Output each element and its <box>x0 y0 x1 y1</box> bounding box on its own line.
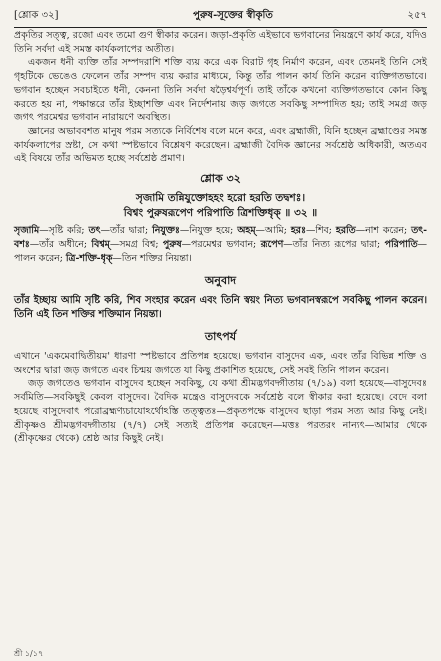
verse-reference: [শ্লোক ৩২] <box>14 10 59 21</box>
synonym-term: অহম্ <box>237 225 256 237</box>
synonym-term: সৃজামি <box>14 225 40 237</box>
page-number: ২৫৭ <box>407 10 427 21</box>
synonym-term: হরতি <box>335 225 356 237</box>
synonym-meaning: —সৃষ্টি করি; <box>39 225 89 237</box>
synonym-term: বিশ্বম্ <box>91 239 110 251</box>
synonym-term: নিযুক্তঃ <box>152 225 180 237</box>
synonym-term: তৎ <box>88 225 101 237</box>
synonym-term: পুরুষ <box>162 239 182 251</box>
synonym-meaning: —নিযুক্ত হয়ে; <box>179 225 238 237</box>
word-meanings <box>14 224 427 266</box>
verse-line: বিশ্বং পুরুষরূপেণ পরিপাতি ত্রিশক্তিধৃক্ ॥ ৩২ ॥ <box>123 207 318 220</box>
synonym-meaning: —তিন শক্তির নিয়ন্তা। <box>112 253 192 265</box>
synonym-meaning: —নাশ করেন; <box>355 225 412 237</box>
synonym-term: ত্রি-শক্তি-ধৃক্ <box>65 253 113 265</box>
verse-heading: শ্লোক ৩২ <box>200 172 241 186</box>
paragraph: একজন ধনী ব্যক্তি তাঁর সম্পদরাশি শক্তি ব্যয় করে এক বিরাট গৃহ নির্মাণ করেন, এবং তেমনই তিনি সেই গৃহটিকে ভেঙেও ফেলেন তাঁর সম্পদ ব্যয় করার মাধ্যমে, কিন্তু তাঁর পালন কার্য তিনি করেন ব্যক্তিগতভাবে। ভগবান হচ্ছেন সবচাইতে ধনী, কেননা তিনি সর্বদা ষড়ৈশ্বর্যপূর্ণ। তাই তাঁকে কখনো ব্যক্তিগতভাবে কোন কিছু করতে হয় না, পক্ষান্তরে তাঁর ইচ্ছাশক্তি এবং নির্দেশনায় জড় জগতে সবকিছু সম্পাদিত হয়; তাই সমগ্র জড় জগৎ পরমেশ্বর ভগবান নারায়ণে অবস্থিত। <box>14 57 427 124</box>
synonym-term: হরঃ <box>290 225 306 237</box>
synonym-meaning: —পরমেশ্বর ভগবান; <box>181 239 261 251</box>
synonym-meaning: —পালন করেন; <box>14 239 427 265</box>
intro-text <box>14 29 427 166</box>
verse-line: সৃজামি তন্নিযুক্তোহহং হরো হরতি তদ্বশঃ। <box>135 192 306 205</box>
purport-paragraph: এখানে 'একমেবাদ্বিতীয়ম' ধারণা স্পষ্টভাবে প্রতিপন্ন হয়েছে। ভগবান বাসুদেব এক, এবং তাঁর বিভিন্ন শক্তি ও অংশের দ্বারা জড় জগতে এবং চিন্ময় জগতে যা কিছু প্রকাশিত হয়েছে, সেই সবই তিনি পালন করেন। <box>14 351 427 376</box>
translation-heading: অনুবাদ <box>204 274 237 288</box>
chapter-title: পুরুষ-সূক্তের স্বীকৃতি <box>193 10 273 21</box>
translation-text: তাঁর ইচ্ছায় আমি সৃষ্টি করি, শিব সংহার করেন এবং তিনি স্বয়ং নিত্য ভগবানস্বরূপে সবকিছু পালন করেন। তিনি এই তিন শক্তির শক্তিমান নিয়ন্তা। <box>14 295 427 321</box>
synonym-meaning: —সমগ্র বিশ্ব; <box>109 239 163 251</box>
paragraph: জ্ঞানের অভাববশত মানুষ পরম সত্যকে নির্বিশেষ বলে মনে করে, এবং ব্রহ্মাজী, যিনি হচ্ছেন ব্রহ্মাণ্ডের সমস্ত কার্যকলাপের স্রষ্টা, সে কথা স্পষ্টভাবে বিশ্লেষণ করেছেন। ব্রহ্মাজী বৈদিক জ্ঞানের সর্বশ্রেষ্ঠ অধিকারী, অতএব এই বিষয়ে তাঁর অভিমত হচ্ছে সর্বশ্রেষ্ঠ প্রমাণ। <box>14 125 427 165</box>
page-footer: শ্রী ১/১৭ <box>14 649 44 658</box>
running-header <box>14 8 427 28</box>
synonym-term: রূপেণ <box>260 239 284 251</box>
synonym-meaning: —আমি; <box>255 225 291 237</box>
synonym-term: তৎ-বশঃ <box>14 225 428 251</box>
synonym-meaning: —শিব; <box>305 225 336 237</box>
purport-paragraph: জড় জগতেও ভগবান বাসুদেব হচ্ছেন সবকিছু, যে কথা শ্রীমদ্ভগবদ্গীতায় (৭/১৯) বলা হয়েছে—বাসুদেবঃ সর্বমিতি—সবকিছুই কেবল বাসুদেব। বৈদিক মন্ত্রেও বাসুদেবকে সর্বশ্রেষ্ঠ বলে স্বীকার করা হয়েছে। বেদে বলা হয়েছে বাসুদেবাৎ পরোব্রহ্মণ্যচাযোঽর্থোঽস্তি তত্ত্বতঃ—প্রকৃতপক্ষে বাসুদেব ছাড়া পরম সত্য আর কিছু নেই। শ্রীকৃষ্ণও শ্রীমদ্ভগবদ্গীতায় (৭/৭) সেই সত্যই প্রতিপন্ন করেছেন—মত্তঃ পরতরং নান্যৎ—আমার থেকে (শ্রীকৃষ্ণের থেকে) শ্রেষ্ঠ আর কিছুই নেই। <box>14 378 427 445</box>
book-page <box>14 8 427 446</box>
purport-heading: তাৎপর্য <box>204 330 237 344</box>
paragraph: প্রকৃতির সত্ত্ব, রজো এবং তমো গুণ স্বীকার করেন। জড়া-প্রকৃতি এইভাবে ভগবানের নিয়ন্ত্রণে কার্য করে, যদিও তিনি সর্বদা এই সমস্ত কার্যকলাপের অতীত। <box>14 30 427 55</box>
verse-text <box>14 191 427 221</box>
synonym-meaning: —তাঁর অধীনে; <box>29 239 92 251</box>
synonym-meaning: —তাঁর দ্বারা; <box>100 225 153 237</box>
synonym-term: পরিপাতি <box>384 239 418 251</box>
synonym-meaning: —তাঁর নিত্য রূপের দ্বারা; <box>283 239 385 251</box>
